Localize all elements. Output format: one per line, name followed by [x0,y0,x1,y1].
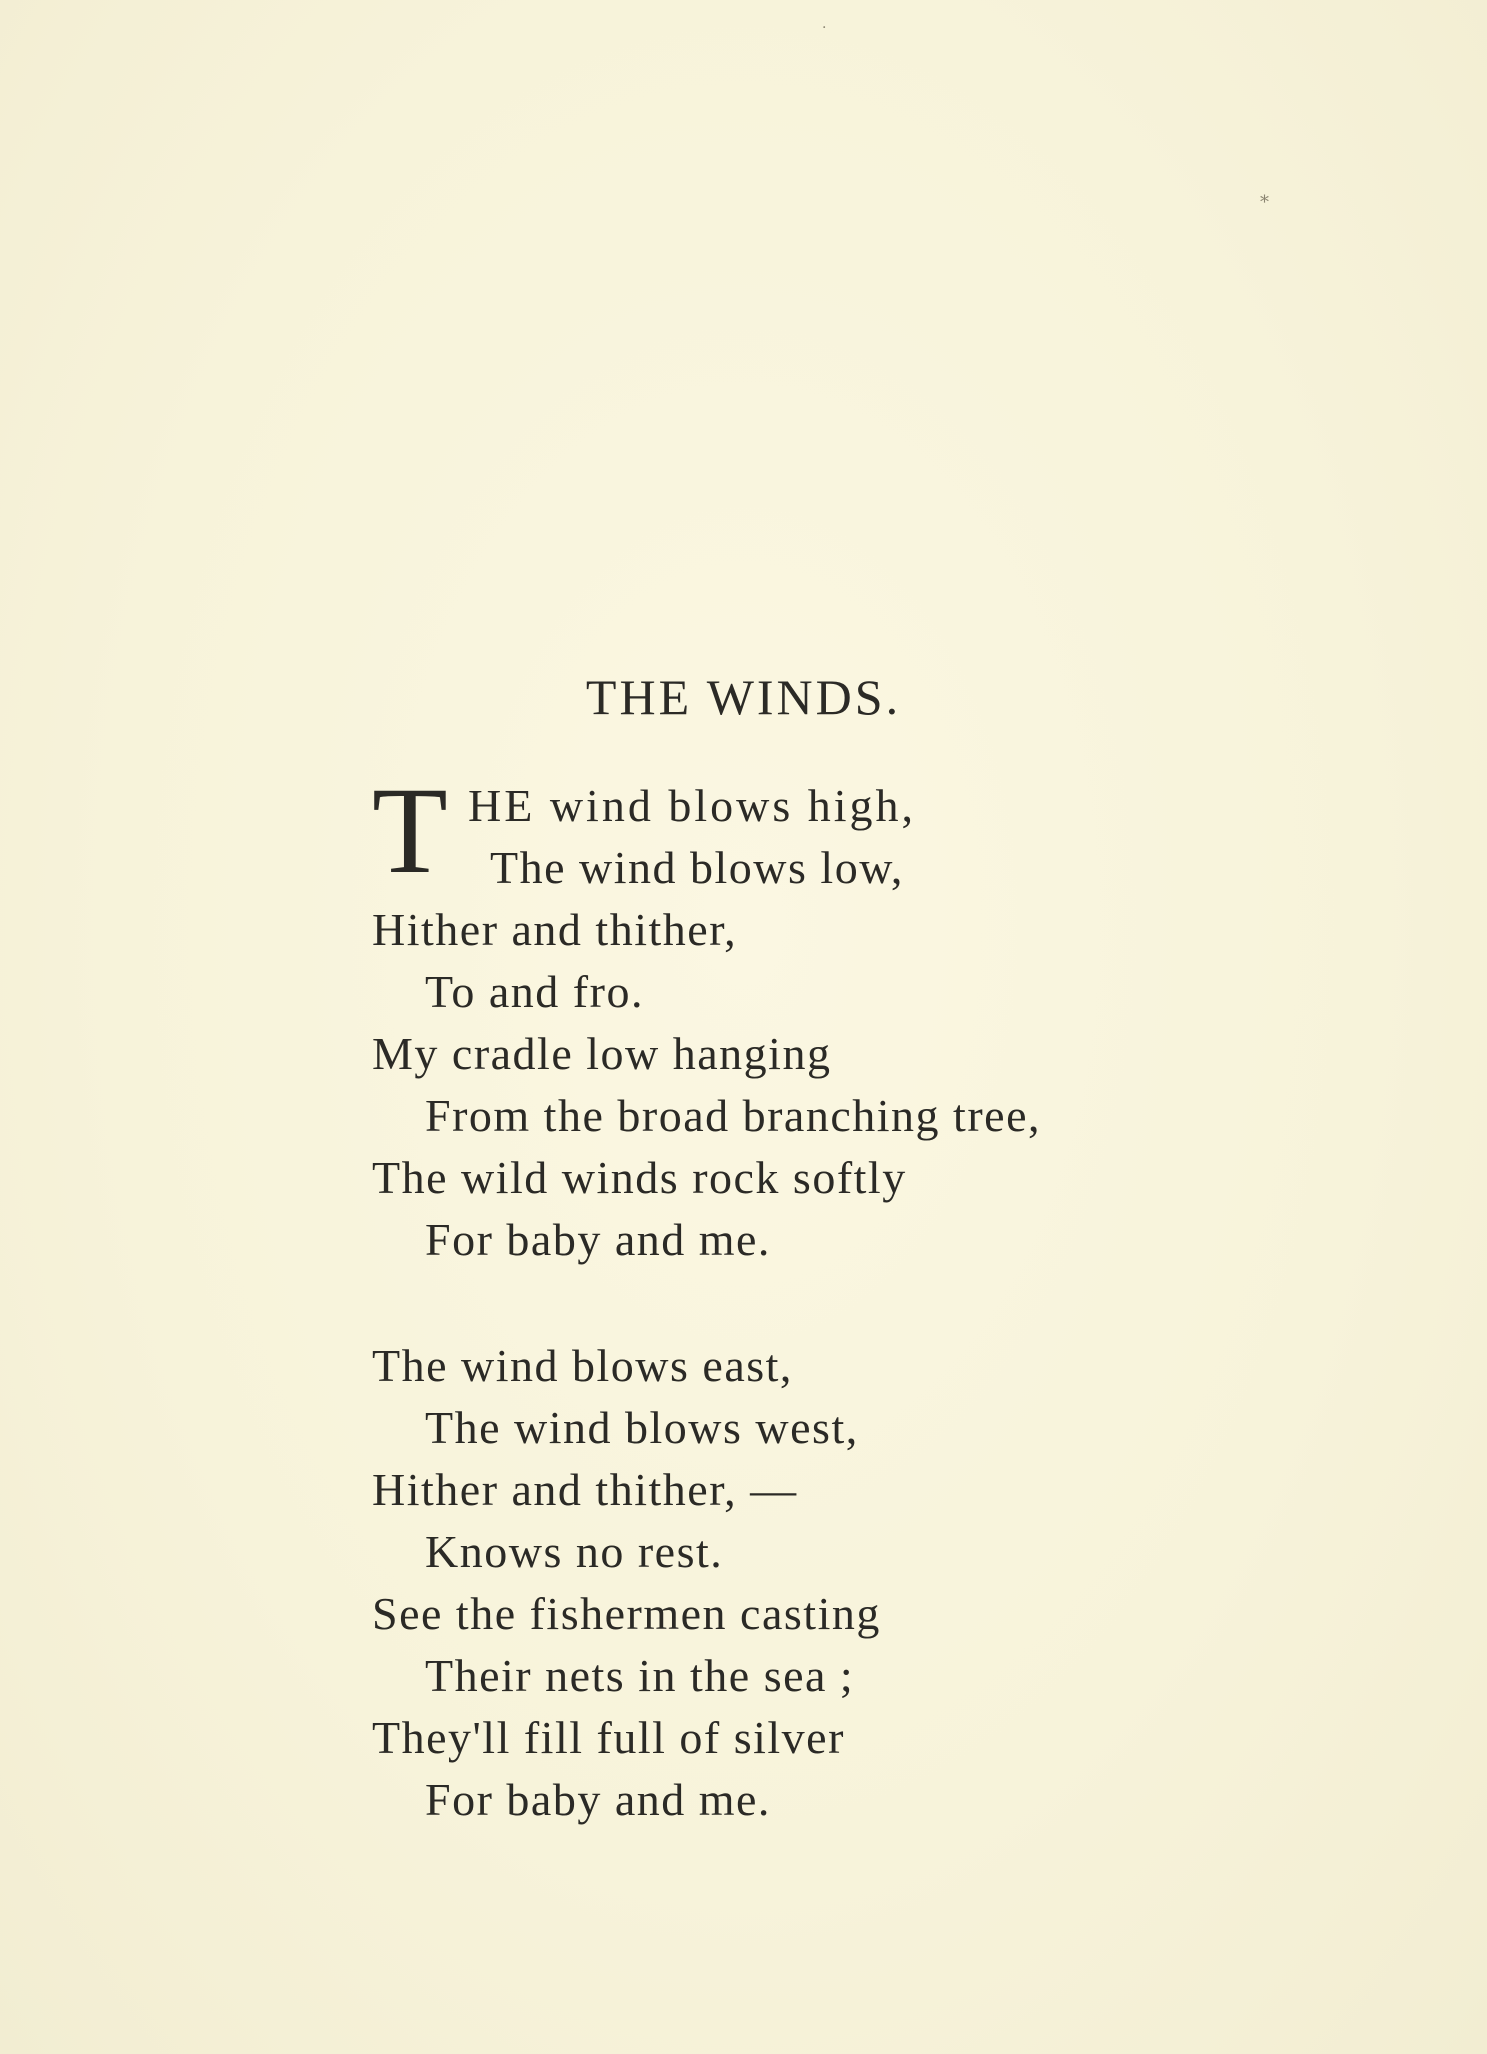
drop-cap: T [372,762,450,899]
poem-line: Knows no rest. [425,1526,724,1577]
poem-line: For baby and me. [425,1214,771,1265]
poem-title: THE WINDS. [585,669,902,725]
poem-line: The wind blows west, [425,1402,859,1453]
poem-line: HE wind blows high, [468,780,916,831]
poem-line: Hither and thither, [372,904,738,955]
poem-line: To and fro. [425,966,644,1017]
poem-line: The wild winds rock softly [372,1152,907,1203]
poem-line: The wind blows east, [372,1340,793,1391]
poem-line: Hither and thither, — [372,1464,798,1515]
poem-line: The wind blows low, [490,842,904,893]
poem-line: They'll fill full of silver [372,1712,845,1763]
page-speck: · [822,20,827,36]
poem-line: Their nets in the sea ; [425,1650,855,1701]
poem-line: From the broad branching tree, [425,1090,1041,1141]
page-speck: * [1260,192,1269,213]
poem-line: My cradle low hanging [372,1028,832,1079]
poem-line: For baby and me. [425,1774,771,1825]
poem-line: See the fishermen casting [372,1588,881,1639]
